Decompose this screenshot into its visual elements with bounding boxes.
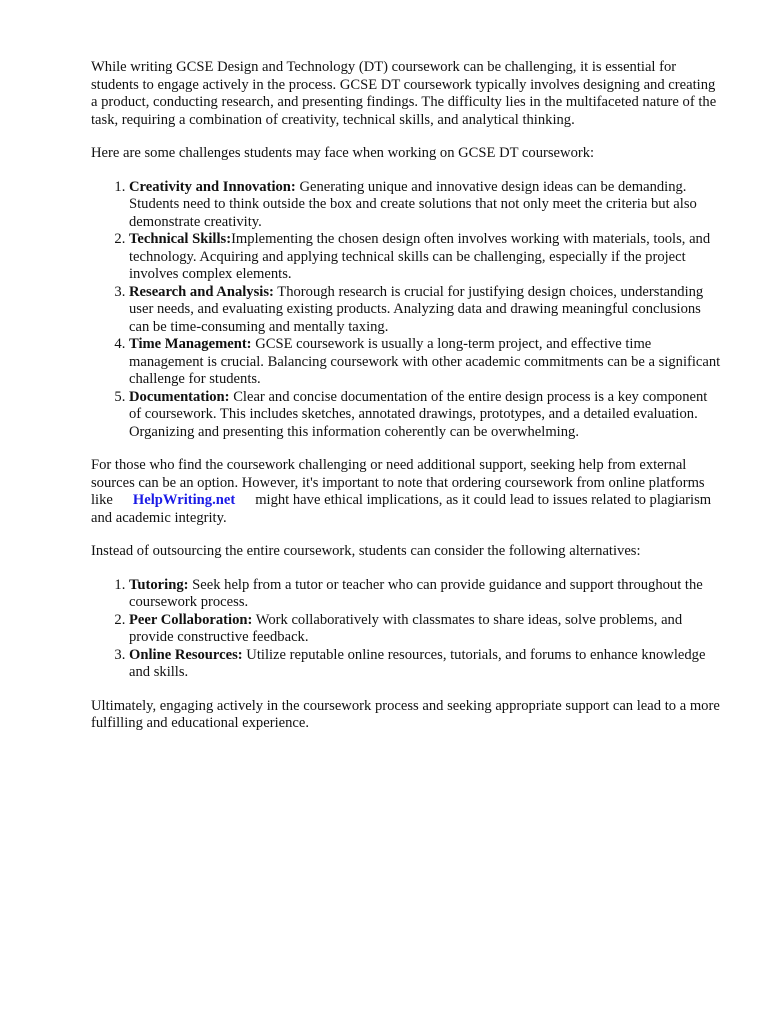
item-text: Thorough research is crucial for justifying design choices, understanding user needs, and evaluating existing products. Analyzing data and drawing meaningful conclusions can be time-consuming and mentally taxing. [129, 283, 704, 335]
item-term: Online Resources: [129, 646, 243, 663]
item-term: Creativity and Innovation: [129, 178, 296, 195]
item-text: GCSE coursework is usually a long-term project, and effective time management is crucial. Balancing coursework with other academic commitments can be a significant challenge for students. [129, 336, 721, 387]
item-term: Documentation: [129, 388, 230, 405]
item-text: Work collaboratively with classmates to share ideas, solve problems, and provide constructive feedback. [129, 611, 683, 645]
intro-paragraph: While writing GCSE Design and Technology (DT) coursework can be challenging, it is essential for students to engage actively in the process. GCSE DT coursework typically involves designing and creating a product, conducting research, and presenting findings. The difficulty lies in the multifaceted nature of the task, requiring a combination of creativity, technical skills, and analytical thinking. [91, 59, 717, 128]
list-item [129, 647, 721, 682]
item-term: Tutoring: [129, 576, 189, 593]
list-item [129, 284, 721, 337]
item-term: Peer Collaboration: [129, 611, 253, 628]
alternatives-intro: Instead of outsourcing the entire coursework, students can consider the following alternatives: [91, 543, 641, 559]
challenges-list [91, 179, 721, 442]
support-text-after: might have ethical implications, as it could lead to issues related to plagiarism and academic integrity. [91, 492, 712, 526]
list-item [129, 231, 721, 284]
helpwriting-link[interactable]: HelpWriting.net [132, 492, 236, 508]
item-term: Technical Skills: [129, 231, 232, 247]
document-page [91, 59, 721, 749]
list-item [129, 336, 721, 389]
item-term: Time Management: [129, 336, 252, 352]
item-text: Seek help from a tutor or teacher who can provide guidance and support throughout the coursework process. [129, 576, 703, 610]
list-item [129, 389, 721, 442]
item-text: Clear and concise documentation of the entire design process is a key component of coursework. This includes sketches, annotated drawings, prototypes, and a detailed evaluation. Organizing and presenting this information coherently can be overwhelming. [129, 388, 708, 440]
support-text-before: For those who find the coursework challenging or need additional support, seeking help from external sources can be an option. However, it's important to note that ordering coursework from online platforms like [91, 457, 705, 508]
list-item [129, 577, 721, 612]
list-item [129, 612, 721, 647]
item-text: Generating unique and innovative design ideas can be demanding. Students need to think outside the box and create solutions that not only meet the criteria but also demonstrate creativity. [129, 178, 697, 230]
conclusion-paragraph: Ultimately, engaging actively in the coursework process and seeking appropriate support can lead to a more fulfilling and educational experience. [91, 697, 720, 731]
item-text: Utilize reputable online resources, tutorials, and forums to enhance knowledge and skills. [129, 646, 706, 680]
list-item [129, 179, 721, 232]
support-paragraph [91, 457, 721, 527]
challenges-intro: Here are some challenges students may face when working on GCSE DT coursework: [91, 145, 595, 161]
item-text: Implementing the chosen design often involves working with materials, tools, and technology. Acquiring and applying technical skills can be challenging, especially if the project involves complex elements. [129, 231, 711, 282]
alternatives-list [91, 577, 721, 682]
item-term: Research and Analysis: [129, 283, 274, 300]
